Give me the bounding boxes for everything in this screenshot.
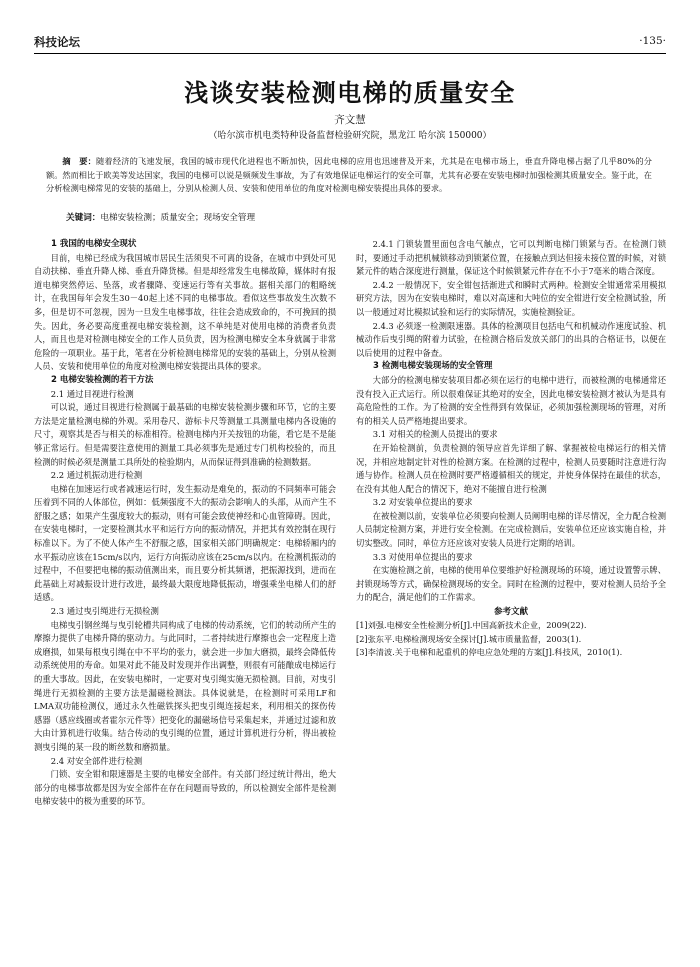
subsection-heading-2-1: 2.1 通过目视进行检测 bbox=[50, 388, 134, 399]
page-number: ·135· bbox=[639, 35, 666, 47]
subsection-heading-2-2: 2.2 通过机振动进行检测 bbox=[50, 470, 143, 481]
subsection-heading-3-2: 3.2 对安装单位提出的要求 bbox=[372, 497, 473, 508]
keywords-text: 电梯安装检测；质量安全；现场安全管理 bbox=[100, 213, 256, 223]
paragraph: 目前，电梯已经成为我国城市居民生活须臾不可离的设备，在城市中到处可见自动扶梯、垂直升降人梯、垂直升降货梯。但是却经常发生电梯故障，媒体时有报道电梯突然停运、坠落，或者骤降、变速运行等有关事故。据相关部门的粗略统计，在我国每年会发生30－40起上述不同的电梯事故。看似这些事故发生次数不多，但是切不可忽视，因为一旦发生电梯事故，往往会造成致命的，不可挽回的损失。因此，务必要高度重视电梯安装检测，这不单纯是对使用电梯的消费者负责人，而且也是对检测电梯安全的工作人员负责，因为检测电梯安全本身就属于非常危险的一项职业。基于此，笔者在分析检测电梯常见的安装的基础上，分别从检测人员、安装和使用单位的角度对检测电梯安装提出具体的要求。 bbox=[34, 252, 336, 372]
reference-item: [1]刘强.电梯安全性检测分析[J].中国高新技术企业，2009(22). bbox=[356, 620, 587, 631]
subsection-heading-3-1: 3.1 对相关的检测人员提出的要求 bbox=[372, 429, 498, 440]
paragraph: 电梯曳引钢丝绳与曳引轮槽共同构成了电梯的传动系统，它们的转动所产生的摩擦力提供了电梯升降的驱动力。与此同时，二者持续进行摩擦也会一定程度上造成磨损，如果每根曳引绳在中不平均的张力，就会进一步加大磨损，最终会降低传动系统使用的寿命。如果对此不能及时发现并作出调整，则很有可能酿成电梯运行的重大事故。因此，在安装电梯时，一定要对曳引绳实施无损检测。目前，对曳引绳进行无损检测的主要方法是漏磁检测法。具体说就是，在检测时可采用LF和LMA双功能检测仪，通过永久性磁铁探头把曳引绳连接起来，利用相关的探伤传感器（感应线圈或者霍尔元件等）把变化的漏磁场信号采集起来，并通过过滤和放大由计算机进行收集。结合传动的曳引绳的位置，通过计算机进行分析，得出被检测曳引绳的某一段的断丝数和磨损量。 bbox=[34, 619, 336, 752]
section-heading-3: 3 检测电梯安装现场的安全管理 bbox=[373, 361, 493, 372]
paragraph: 门锁、安全钳和限速器是主要的电梯安全部件。有关部门经过统计得出，绝大部分的电梯事故都是因为安全部件在存在问题而导致的，所以检测安全部件是检测电梯安装中的极为重要的环节。 bbox=[34, 769, 336, 807]
keywords bbox=[66, 211, 652, 223]
keywords-label: 关键词： bbox=[66, 213, 101, 223]
paragraph: 在开始检测前，负责检测的领导应首先详细了解、掌握被检电梯运行的相关情况，并相应地制定针对性的检测方案。在检测的过程中，检测人员要随时注意进行沟通与协作。检测人员在检测时要严格遵循相关的规定，并使身体保持在最佳的状态，在没有其他人配合的情况下，绝对不能擅自进行检测 bbox=[356, 442, 666, 494]
paragraph: 在被检测以前，安装单位必须要向检测人员阐明电梯的详尽情况，全力配合检测人员制定检测方案，并进行安全检测。在完成检测后，安装单位还应该实施自检，并切实整改。同时，单位方还应该对安装人员进行定期的培训。 bbox=[356, 510, 666, 549]
subsection-heading-2-3: 2.3 通过曳引绳进行无损检测 bbox=[50, 606, 159, 617]
right-column bbox=[356, 238, 666, 660]
affiliation: （哈尔滨市机电类特种设备监督检验研究院，黑龙江 哈尔滨 150000） bbox=[208, 131, 492, 141]
author: 齐文慧 bbox=[334, 114, 366, 126]
reference-item: [3]李清波.关于电梯和起重机的停电应急处理的方案[J].科技风，2010(1). bbox=[356, 647, 623, 658]
paragraph: 大部分的检测电梯安装项目都必须在运行的电梯中进行，而被检测的电梯通常还没有投入正式运行。所以很难保证其绝对的安全，因此电梯安装检测才被认为是具有高危险性的工作。为了检测的安全性得到有效保证，必须加强检测现场的管理，对所有的相关人员严格地提出要求。 bbox=[356, 374, 666, 426]
abstract-text: 随着经济的飞速发展，我国的城市现代化进程也不断加快，因此电梯的应用也迅速普及开来，尤其是在电梯市场上，垂直升降电梯占据了几乎80%的分额。然而相比于欧美等发达国家，我国的电梯可以说是频频发生事故，为了有效地保证电梯运行的安全可靠，尤其有必要在安装电梯时加强检测其质量安全。鉴于此，在分析检测电梯常见的安装的基础上，分别从检测人员、安装和使用单位的角度对检测电梯安装提出具体的要求。 bbox=[46, 156, 652, 194]
paragraph: 在实施检测之前，电梯的使用单位要维护好检测现场的环境，通过设置警示牌、封锁现场等方式，确保检测现场的安全。同时在检测的过程中，要对检测人员给予全力的配合，满足他们的工作需求。 bbox=[356, 565, 666, 603]
journal-name: 科技论坛 bbox=[34, 35, 80, 49]
reference-item: [2]张东平.电梯检测现场安全探讨[J].城市质量监督，2003(1). bbox=[356, 633, 582, 644]
references-heading: 参考文献 bbox=[493, 607, 528, 618]
paragraph: 电梯在加速运行或者减速运行时，发生振动是难免的，振动的不同频率可能会压着到不同的人体部位，例如：低频强度不大的振动会影响人的头部，从而产生不舒服之感；如果产生强度较大的振动，则有可能会致使神经和心血管障碍。因此，在安装电梯时，一定要检测其水平和运行方向的振动情况，并把其有效控制在现行标准以下。为了不使人体产生不舒服之感，国家相关部门明确规定：电梯轿厢内的水平振动应该在15cm/s以内，运行方向振动应该在25cm/s以内。在检测机振动的过程中，不但要把电梯的振动值测出来，而且要分析其频谱，把振源找到，进而在此基础上对减振设计进行改进，最终最大限度地降低振动，增强乘坐电梯人们的舒适感。 bbox=[34, 483, 336, 603]
section-heading-1: 1 我国的电梯安全现状 bbox=[51, 239, 137, 249]
abstract-label: 摘 要： bbox=[62, 156, 97, 166]
paragraph: 2.4.3 必须逐一检测限速器。具体的检测项目包括电气和机械动作速度试验、机械动作后曳引绳的附着力试验，在检测合格后发放关部门的出具的合格证书，以便在以后使用的过程中备查。 bbox=[356, 320, 666, 358]
abstract bbox=[46, 155, 652, 196]
paragraph: 2.4.2 一般情况下，安全钳包括渐进式和瞬时式两种。检测安全钳通常采用模拟研究方法，因为在安装电梯时，难以对高速和大吨位的安全钳进行安全检测试验，所以一般通过对比模拟试验和运行的实际情况，实施检测验证。 bbox=[356, 279, 666, 317]
subsection-heading-2-4: 2.4 对安全部件进行检测 bbox=[50, 755, 143, 766]
paragraph: 可以说，通过目视进行检测属于最基础的电梯安装检测步骤和环节，它的主要方法是定量检测电梯的外观。采用卷尺、游标卡尺等测量工具测量电梯内各设施的尺寸，观察其是否与相关的标准相符。检测电梯内开关按钮的功能，看它是不是能够正常运行。但是需要注意使用的测量工具必须事先是通过专门机构校验的，而且检测的时候必须是测量工具所处的检验期内，从而保证得到准确的检测数据。 bbox=[34, 402, 336, 467]
article-title: 浅谈安装检测电梯的质量安全 bbox=[184, 79, 516, 107]
left-column bbox=[34, 238, 336, 809]
paragraph: 2.4.1 门锁装置里面包含电气触点，它可以判断电梯门锁紧与否。在检测门锁时，要通过手动把机械锁移动到锁紧位置，在接触点到达但接未接位置的时候，对锁紧元件的啮合深度进行测量，保证这个时候锁紧元件存在不小于7毫米的啮合深度。 bbox=[356, 239, 666, 277]
running-header bbox=[34, 34, 666, 54]
header-rule bbox=[34, 53, 666, 54]
section-heading-2: 2 电梯安装检测的若干方法 bbox=[51, 374, 154, 385]
subsection-heading-3-3: 3.3 对使用单位提出的要求 bbox=[372, 551, 473, 562]
